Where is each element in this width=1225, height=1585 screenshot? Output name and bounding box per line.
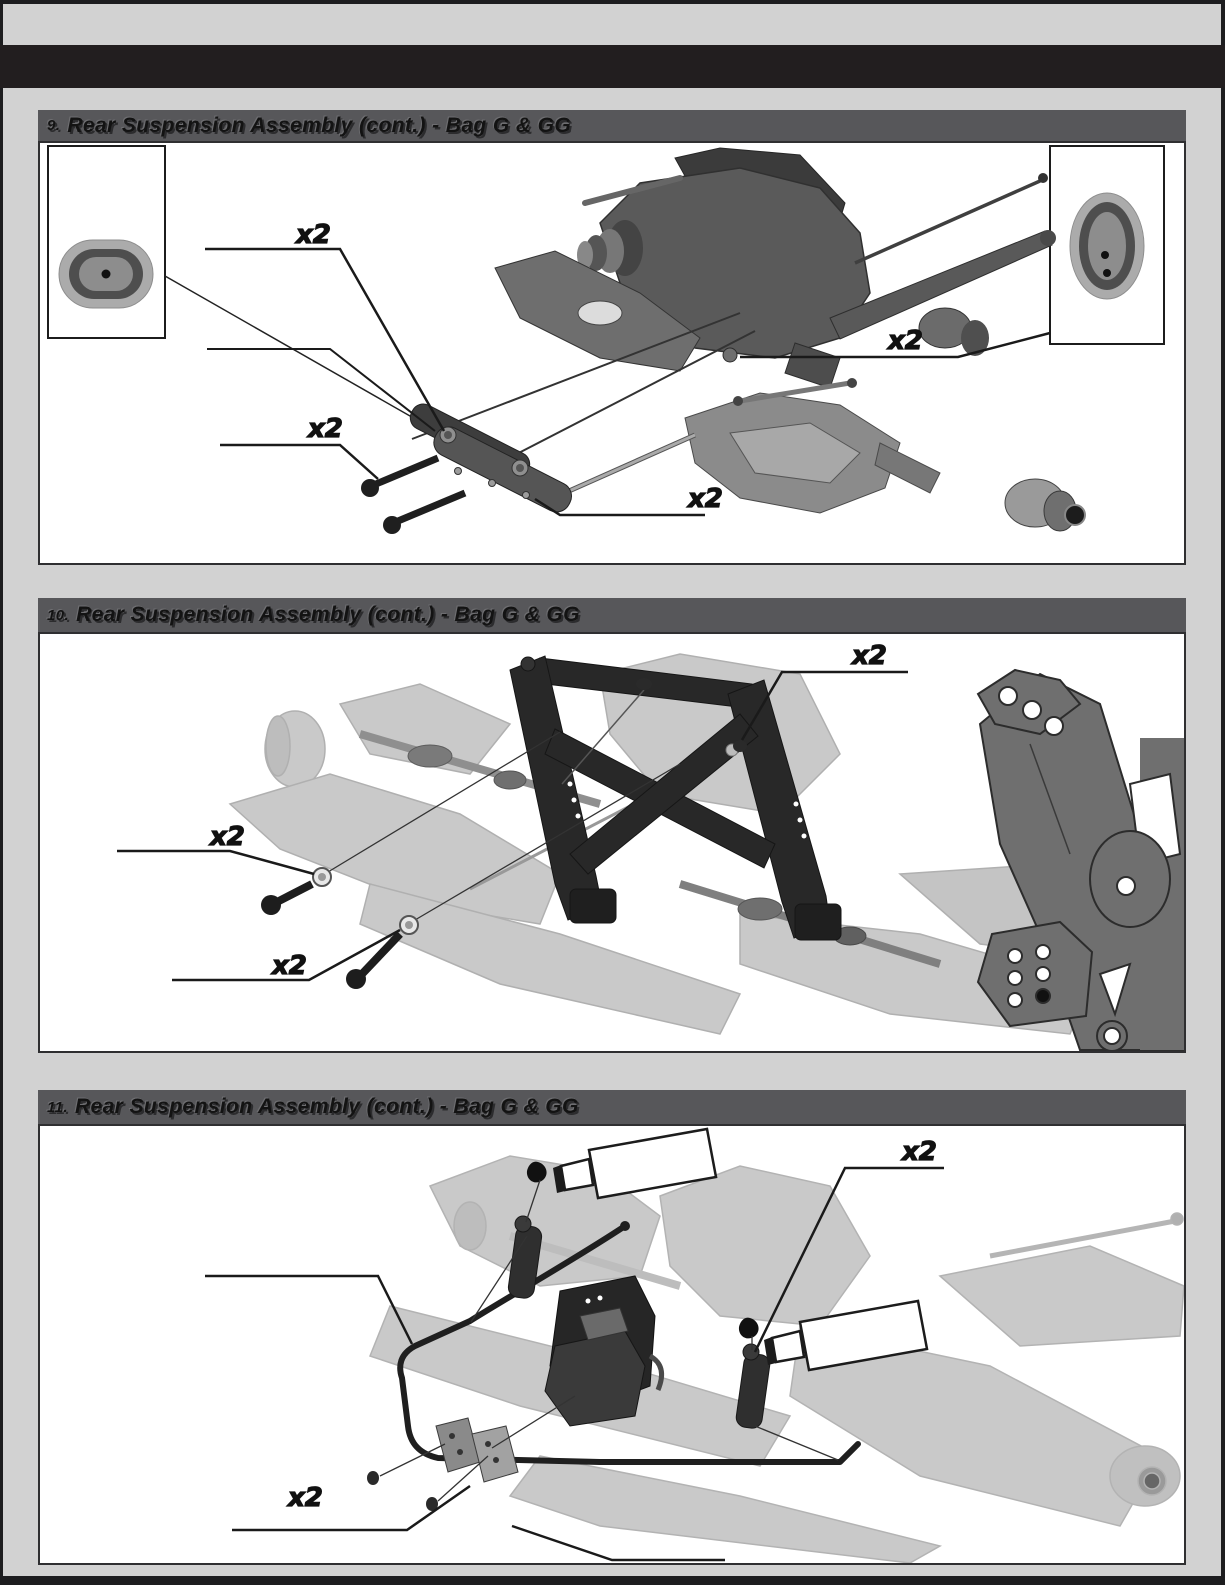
leader-line xyxy=(220,445,378,479)
leader-line xyxy=(205,249,444,431)
leader-line xyxy=(165,276,445,436)
section-3-header xyxy=(38,1090,1186,1124)
sway-bar-clamp xyxy=(367,1418,518,1511)
svg-text:x2: x2 xyxy=(688,484,723,514)
arm-mount-brace xyxy=(361,400,576,534)
step-number: 10. xyxy=(47,606,70,624)
section-3-diagram xyxy=(40,1126,1184,1563)
step-number: 9. xyxy=(47,117,61,134)
page-border-right xyxy=(1221,0,1225,1585)
section-title: Rear Suspension Assembly (cont.) - Bag G & GG xyxy=(76,603,580,626)
nut xyxy=(733,740,747,752)
insert-hole-mark xyxy=(102,270,111,279)
section-1-diagram xyxy=(40,143,1184,563)
x2-callout xyxy=(205,220,444,431)
step-number: 11. xyxy=(47,1098,68,1116)
page-border-bottom xyxy=(0,1576,1225,1585)
page-border-left xyxy=(0,0,3,1585)
page-top-banner xyxy=(0,45,1225,88)
screw xyxy=(277,884,312,902)
svg-text:x2: x2 xyxy=(210,822,245,852)
section-title: Rear Suspension Assembly (cont.) - Bag G & GG xyxy=(74,1095,579,1118)
svg-text:x2: x2 xyxy=(272,951,307,981)
svg-text:x2: x2 xyxy=(888,326,923,356)
rear-arm-assembly xyxy=(554,378,1085,531)
svg-text:x2: x2 xyxy=(308,414,343,444)
nut xyxy=(636,678,652,690)
section-step-2 xyxy=(38,598,1186,1053)
section-1-header xyxy=(38,110,1186,141)
section-step-1 xyxy=(38,110,1186,565)
x2-callout xyxy=(220,414,378,479)
shock-tower-part xyxy=(978,670,1184,1051)
leader-line xyxy=(117,851,314,874)
section-2-diagram xyxy=(40,634,1184,1051)
section-2-header xyxy=(38,598,1186,632)
screw xyxy=(398,493,465,521)
nut xyxy=(723,348,737,362)
section-1-diagram-box xyxy=(38,141,1186,565)
section-title: Rear Suspension Assembly (cont.) - Bag G & GG xyxy=(67,113,572,137)
svg-text:x2: x2 xyxy=(902,1137,937,1167)
section-step-3 xyxy=(38,1090,1186,1565)
screw xyxy=(367,1471,379,1485)
screw xyxy=(376,458,438,484)
page-border-top xyxy=(0,0,1225,4)
grease-dollop xyxy=(739,1318,759,1339)
section-2-diagram-box xyxy=(38,632,1186,1053)
svg-text:x2: x2 xyxy=(288,1483,323,1513)
svg-text:x2: x2 xyxy=(852,641,887,671)
insert-detail-box-right xyxy=(1050,146,1164,344)
section-3-diagram-box xyxy=(38,1124,1186,1565)
svg-text:x2: x2 xyxy=(296,220,331,250)
